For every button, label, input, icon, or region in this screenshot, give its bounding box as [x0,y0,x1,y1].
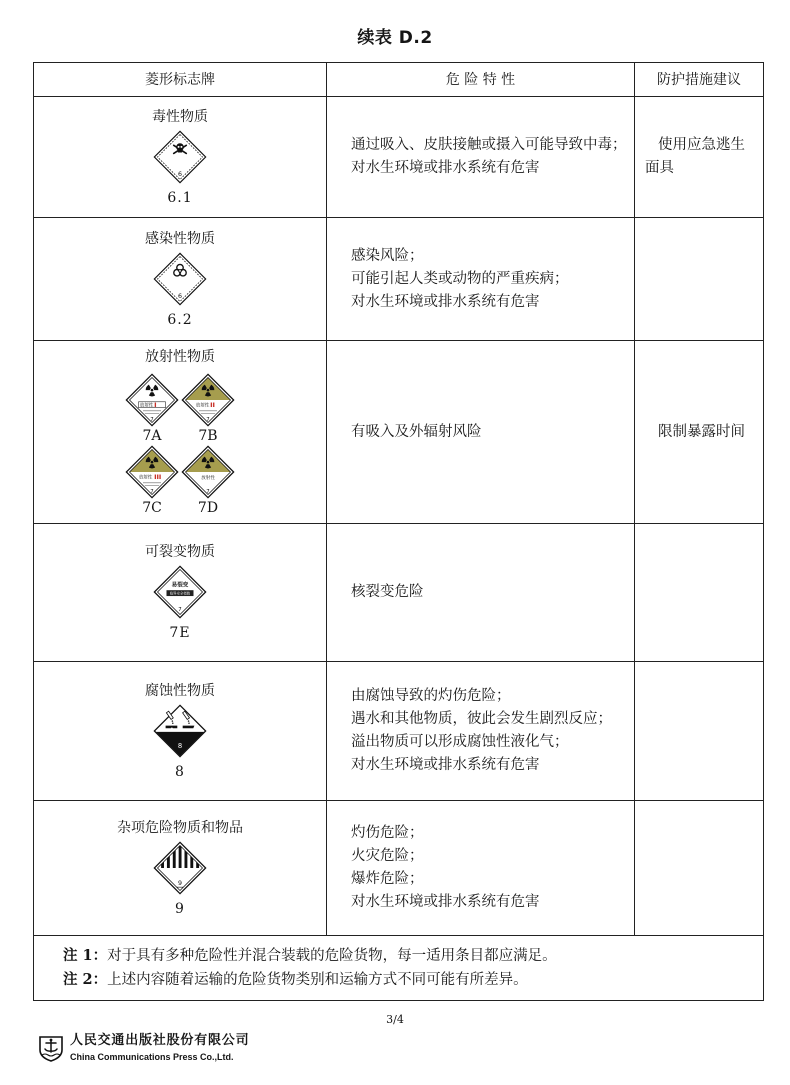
protection-line: 面具 [645,160,674,176]
category-bars [155,403,156,408]
note-label: 注 2： [63,971,108,988]
sign-cell [34,801,327,936]
class-code: 6.1 [167,189,193,206]
category-bar [211,403,212,408]
substance-name: 感染性物质 [145,230,215,247]
sign-number: 7 [206,417,210,424]
substance-name: 腐蚀性物质 [145,682,215,699]
hazard-cell [327,97,635,218]
category-bar [159,475,160,480]
category-bar [213,403,214,408]
sign-number: 9 [177,879,183,887]
hazard-cell [327,341,635,524]
protection-line: 限制暴露时间 [658,423,745,440]
header-hazard: 危 险 特 性 [327,63,635,97]
infectious-sign [153,252,207,306]
substance-name: 放射性物质 [145,349,215,365]
note-text: 对于具有多种危险性并混合装载的危险货物，每一适用条目都应满足。 [107,948,557,964]
sign-label: 放射性 [195,403,210,409]
toxic-sign [153,130,207,184]
sign-number: 7 [206,489,210,496]
page-title: 续表 D.2 [357,28,433,48]
sign-label: 放射性 [201,476,215,482]
sign-pair [125,373,235,427]
class-code: 7A [142,428,162,444]
note-1 [63,944,763,968]
radioactive-7a-sign [125,373,179,427]
substance-name: 可裂变物质 [145,544,215,560]
code-pair [125,427,235,445]
class-code: 7B [198,428,218,444]
hazard-line: 遇水和其他物质，彼此会发生剧烈反应； [351,711,612,727]
hazard-cell [327,218,635,341]
substance-name: 毒性物质 [152,108,208,125]
protection-cell [635,524,764,662]
class-code: 7D [197,500,219,516]
sign-number: 6 [177,292,183,300]
sign-number: 7 [150,489,154,496]
protection-cell [635,801,764,936]
table-row [34,341,764,524]
table-row [34,97,764,218]
sign-number: 7 [150,417,154,424]
code-pair [125,499,235,517]
category-bar [155,475,156,480]
sign-cell [34,662,327,801]
corrosive-sign [153,704,207,758]
hazard-line: 灼伤危险； [351,825,424,841]
page-number: 3/4 [386,1013,404,1026]
hazard-line: 由腐蚀导致的灼伤危险； [351,688,511,704]
sign-cell [34,97,327,218]
publisher-name-en: China Communications Press Co.,Ltd. [70,1052,234,1062]
table-row [34,801,764,936]
notes-cell [34,936,764,1001]
hazard-line: 对水生环境或排水系统有危害 [351,894,540,910]
sign-number: 7 [178,606,182,613]
notes-row [34,936,764,1001]
note-2 [63,968,763,992]
class-code: 7E [169,625,191,641]
table-row [34,524,764,662]
radioactive-7c-sign [125,445,179,499]
hazard-line: 爆炸危险； [351,871,424,887]
sign-label: 放射性 [138,475,153,481]
sign-pair [125,445,235,499]
radioactive-7b-sign [181,373,235,427]
note-label: 注 1： [63,947,108,964]
substance-name: 杂项危险物质和物品 [117,819,243,836]
header-sign: 菱形标志牌 [34,63,327,97]
sign-cell [34,524,327,662]
publisher-logo-icon [36,1034,66,1062]
category-bars [155,475,161,480]
fissile-7e-sign [153,565,207,619]
sign-cell [34,341,327,524]
hazard-line: 溢出物质可以形成腐蚀性液化气； [351,734,569,750]
sign-number: 6 [177,170,183,178]
header-protection: 防护措施建议 [635,63,764,97]
class-code: 8 [175,763,185,780]
hazard-line: 通过吸入、皮肤接触或摄入可能导致中毒； [351,137,627,153]
radioactive-7d-sign [181,445,235,499]
class-code: 7C [142,500,162,516]
hazard-sign-table [33,62,764,1001]
hazard-cell [327,524,635,662]
hazard-line: 对水生环境或排水系统有危害 [351,160,540,176]
note-text: 上述内容随着运输的危险货物类别和运输方式不同可能有所差异。 [107,972,528,988]
category-bar [157,475,158,480]
hazard-line: 核裂变危险 [351,584,424,600]
miscellaneous-sign [153,841,207,895]
table-row [34,662,764,801]
hazard-cell [327,801,635,936]
sign-label: 放射性 [139,403,154,409]
hazard-line: 有吸入及外辐射风险 [351,423,482,440]
class-code: 6.2 [167,311,193,328]
protection-line: 使用应急逃生 [658,137,745,153]
sign-number: 8 [177,741,183,750]
hazard-line: 感染风险； [351,247,424,264]
protection-cell [635,662,764,801]
table-row [34,218,764,341]
class-code: 9 [175,900,185,917]
hazard-cell [327,662,635,801]
table-header-row [34,63,764,97]
protection-cell [635,97,764,218]
hazard-line: 对水生环境或排水系统有危害 [351,293,540,310]
hazard-line: 对水生环境或排水系统有危害 [351,757,540,773]
sign-cell [34,218,327,341]
hazard-line: 火灾危险； [351,848,424,864]
protection-cell [635,341,764,524]
sign-label: 易裂变 [171,582,189,589]
category-bar [155,403,156,408]
sign-box-label: 临界安全指数 [169,591,191,596]
hazard-line: 可能引起人类或动物的严重疾病； [351,270,569,287]
protection-cell [635,218,764,341]
publisher-name-cn: 人民交通出版社股份有限公司 [70,1033,250,1048]
